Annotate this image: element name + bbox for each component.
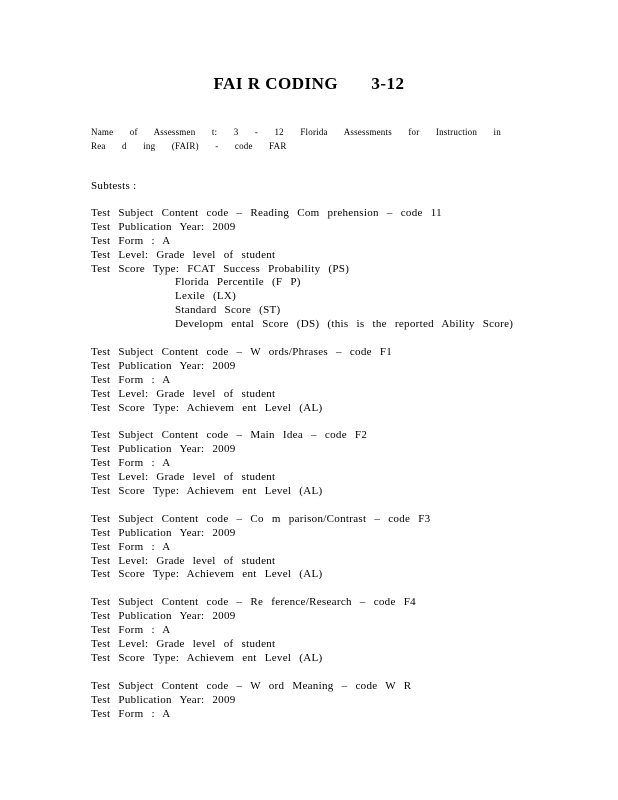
publication-year-line: Test Publication Year: 2009 bbox=[91, 693, 236, 706]
test-level-line: Test Level: Grade level of student bbox=[91, 471, 276, 484]
subtests-label: Subtests : bbox=[91, 180, 137, 192]
test-form-line: Test Form : A bbox=[91, 707, 171, 720]
assessment-name: Name of Assessmen t: 3 - 12 Florida Assessments for Instruction in Rea d ing (FAIR) - code FAR bbox=[91, 127, 501, 151]
publication-year-line: Test Publication Year: 2009 bbox=[91, 220, 236, 233]
score-type-extra: Florida Percentile (F P) bbox=[175, 276, 301, 289]
score-type-line: Test Score Type: Achievem ent Level (AL) bbox=[91, 568, 323, 581]
subtest-section bbox=[91, 680, 611, 722]
publication-year-line: Test Publication Year: 2009 bbox=[91, 359, 236, 372]
test-level-line: Test Level: Grade level of student bbox=[91, 248, 276, 261]
content-code-line: Test Subject Content code – Re ference/Research – code F4 bbox=[91, 596, 416, 609]
score-type-extra: Standard Score (ST) bbox=[175, 304, 281, 317]
content-code-line: Test Subject Content code – Reading Com prehension – code 11 bbox=[91, 207, 442, 219]
content-code-line: Test Subject Content code – W ord Meaning – code W R bbox=[91, 679, 412, 692]
test-form-line: Test Form : A bbox=[91, 373, 171, 386]
score-type-line: Test Score Type: FCAT Success Probability (PS) bbox=[91, 262, 350, 275]
content-code-line: Test Subject Content code – Main Idea – code F2 bbox=[91, 429, 368, 442]
score-type-extra: Lexile (LX) bbox=[175, 290, 237, 303]
test-form-line: Test Form : A bbox=[91, 540, 171, 553]
content-code-line: Test Subject Content code – W ords/Phrases – code F1 bbox=[91, 346, 393, 359]
subtest-section bbox=[91, 346, 611, 415]
test-level-line: Test Level: Grade level of student bbox=[91, 554, 276, 567]
subtest-section bbox=[91, 513, 611, 582]
document-title: FAI R CODING 3-12 bbox=[213, 74, 405, 93]
test-form-line: Test Form : A bbox=[91, 624, 171, 637]
score-type-line: Test Score Type: Achievem ent Level (AL) bbox=[91, 485, 323, 498]
subtest-section bbox=[91, 429, 611, 498]
subtest-sections bbox=[91, 207, 611, 736]
publication-year-line: Test Publication Year: 2009 bbox=[91, 443, 236, 456]
content-code-line: Test Subject Content code – Co m parison/Contrast – code F3 bbox=[91, 512, 431, 525]
publication-year-line: Test Publication Year: 2009 bbox=[91, 526, 236, 539]
test-level-line: Test Level: Grade level of student bbox=[91, 387, 276, 400]
score-type-line: Test Score Type: Achievem ent Level (AL) bbox=[91, 651, 323, 664]
score-type-line: Test Score Type: Achievem ent Level (AL) bbox=[91, 401, 323, 414]
subtest-section bbox=[91, 596, 611, 665]
publication-year-line: Test Publication Year: 2009 bbox=[91, 610, 236, 623]
test-level-line: Test Level: Grade level of student bbox=[91, 638, 276, 651]
test-form-line: Test Form : A bbox=[91, 234, 171, 247]
test-form-line: Test Form : A bbox=[91, 457, 171, 470]
subtest-section bbox=[91, 207, 611, 332]
score-type-extra: Developm ental Score (DS) (this is the reported Ability Score) bbox=[175, 318, 514, 331]
